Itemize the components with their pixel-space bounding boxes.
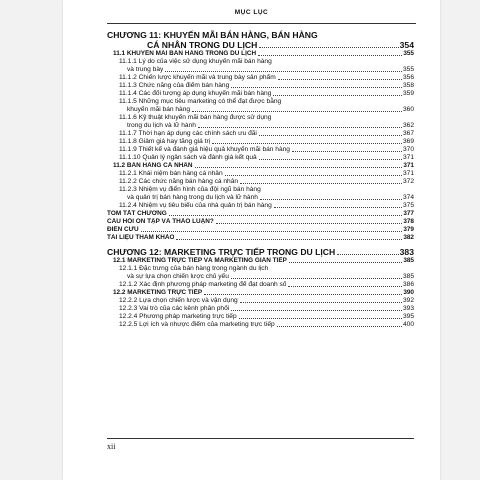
dot-leader (258, 55, 402, 56)
dot-leader (231, 310, 402, 311)
toc-entry[interactable] (107, 82, 414, 90)
toc-entry-line: 12.1.1 Đặc trưng của bán hàng trong ngành du lịch (119, 265, 269, 272)
toc-entry-label: 11.1 KHUYẾN MÃI BÁN HÀNG TRONG DU LỊCH (113, 50, 257, 57)
toc-entry-label: trong du lịch và lữ hành (127, 122, 196, 129)
toc-entry-label: 12.2.2 Lựa chọn chiến lược và vận dụng (119, 297, 238, 304)
toc-entry-label: TÀI LIỆU THAM KHẢO (107, 234, 175, 241)
toc-entry-page: 360 (402, 106, 414, 113)
toc-entry-label: CÂU HỎI ÔN TẬP VÀ THẢO LUẬN? (107, 218, 214, 225)
toc-entry-page: 393 (402, 305, 414, 312)
header-divider (107, 23, 416, 24)
toc-entry-page: 370 (402, 146, 414, 153)
toc-entry-line: 11.2.3 Nhiệm vụ điển hình của đội ngũ bán hàng (119, 186, 261, 193)
toc-entry-page: 390 (403, 289, 414, 296)
toc-entry[interactable] (107, 247, 414, 257)
toc-entry[interactable] (107, 154, 414, 162)
toc-entry-label: ĐIỂN CỨU (107, 226, 139, 233)
toc-entry-label: CÁ NHÂN TRONG DU LỊCH (147, 40, 258, 50)
toc-entry[interactable] (107, 305, 414, 313)
dot-leader (240, 302, 402, 303)
toc-entry-label: 11.1.7 Thời hạn áp dụng các chính sách ưu đãi (119, 130, 257, 137)
toc-entry-page: 356 (402, 74, 414, 81)
dot-leader (195, 167, 403, 168)
dot-leader (239, 318, 402, 319)
table-of-contents (107, 30, 414, 329)
toc-entry[interactable] (107, 281, 414, 289)
toc-entry-label: 12.1.2 Xác định phương pháp marketing để đạt doanh số (119, 281, 287, 288)
toc-entry-page: 362 (402, 122, 414, 129)
toc-entry-label: TÓM TẮT CHƯƠNG (107, 210, 167, 217)
dot-leader (278, 79, 402, 80)
toc-entry-page: 386 (402, 281, 414, 288)
toc-entry-label: 11.1.9 Thiết kế và đánh giá hiệu quả khuyến mãi bán hàng (119, 146, 290, 153)
toc-entry[interactable] (107, 170, 414, 178)
toc-entry[interactable] (107, 122, 414, 130)
toc-entry[interactable] (107, 194, 414, 202)
toc-entry-label: 12.2.4 Phương pháp marketing trực tiếp (119, 313, 237, 320)
dot-leader (169, 215, 403, 216)
toc-entry-page: 383 (399, 247, 414, 257)
toc-entry[interactable] (107, 297, 414, 305)
page-header-title: MỤC LỤC (234, 9, 269, 16)
toc-entry-label: khuyến mãi bán hàng (127, 106, 191, 113)
toc-entry[interactable] (107, 178, 414, 186)
toc-entry[interactable] (107, 234, 414, 242)
toc-entry[interactable] (107, 146, 414, 154)
toc-entry[interactable] (107, 138, 414, 146)
toc-entry[interactable] (107, 289, 414, 297)
toc-entry-label: 12.1 MARKETING TRỰC TIẾP VÀ MARKETING GIÁN TIẾP (113, 257, 287, 264)
dot-leader (274, 207, 402, 208)
dot-leader (259, 47, 398, 48)
toc-entry-page: 358 (402, 82, 414, 89)
dot-leader (240, 183, 402, 184)
toc-entry[interactable] (107, 74, 414, 82)
dot-leader (225, 175, 402, 176)
toc-entry-page: 400 (402, 321, 414, 328)
toc-entry-label: CHƯƠNG 12: MARKETING TRỰC TIẾP TRONG DU LỊCH (107, 247, 336, 257)
toc-entry[interactable] (107, 90, 414, 98)
toc-entry-label: 11.2 BÁN HÀNG CÁ NHÂN (113, 162, 193, 169)
toc-entry-label: 12.2.5 Lợi ích và nhược điểm của marketing trực tiếp (119, 321, 275, 328)
footer-divider (107, 438, 414, 439)
dot-leader (260, 199, 402, 200)
toc-entry-line: 11.1.6 Kỹ thuật khuyến mãi bán hàng được sử dụng (119, 114, 272, 121)
dot-leader (273, 95, 402, 96)
toc-entry-page: 371 (403, 162, 414, 169)
toc-entry-page: 355 (403, 50, 414, 57)
dot-leader (292, 151, 402, 152)
toc-entry-label: 12.2.3 Vai trò của các kênh phân phối (119, 305, 230, 312)
dot-leader (259, 135, 402, 136)
dot-leader (231, 278, 402, 279)
toc-entry-page: 377 (403, 210, 414, 217)
page-number: xii (107, 442, 116, 451)
toc-entry-page: 385 (402, 273, 414, 280)
dot-leader (198, 127, 402, 128)
toc-entry-label: 11.1.8 Giảm giá hay tăng giá trị (119, 138, 211, 145)
toc-entry-page: 359 (402, 90, 414, 97)
toc-entry-label: và trung bày (127, 66, 164, 73)
dot-leader (212, 143, 402, 144)
toc-entry-page: 371 (402, 170, 414, 177)
toc-entry-page: 375 (402, 202, 414, 209)
toc-entry-label: 12.2 MARKETING TRỰC TIẾP (113, 289, 203, 296)
toc-entry[interactable] (107, 66, 414, 74)
toc-entry-label: 11.2.2 Các chức năng bán hàng cá nhân (119, 178, 239, 185)
dot-leader (216, 223, 403, 224)
toc-entry[interactable] (107, 106, 414, 114)
dot-leader (288, 286, 402, 287)
toc-entry-page: 379 (403, 226, 414, 233)
book-page (63, 0, 440, 480)
toc-entry[interactable] (107, 130, 414, 138)
toc-entry[interactable] (107, 273, 414, 281)
toc-entry-page: 371 (402, 154, 414, 161)
toc-entry-page: 374 (402, 194, 414, 201)
toc-entry-page: 392 (402, 297, 414, 304)
dot-leader (231, 87, 402, 88)
toc-entry-page: 369 (402, 138, 414, 145)
dot-leader (192, 111, 402, 112)
toc-entry[interactable] (107, 218, 414, 226)
toc-entry-line: CHƯƠNG 11: KHUYẾN MÃI BÁN HÀNG, BÁN HÀNG (107, 30, 318, 40)
dot-leader (204, 294, 402, 295)
toc-entry-label: 11.2.1 Khái niệm bán hàng cá nhân (119, 170, 223, 177)
dot-leader (337, 254, 398, 255)
toc-entry-page: 355 (402, 66, 414, 73)
toc-entry-page: 385 (403, 257, 414, 264)
toc-entry-page: 378 (403, 218, 414, 225)
dot-leader (259, 159, 402, 160)
toc-entry-line: 11.1.1 Lý do của việc sử dụng khuyến mãi bán hàng (119, 58, 272, 65)
toc-entry[interactable] (107, 162, 414, 170)
toc-entry-label: 11.1.2 Chiến lược khuyến mãi và trung bày sản phẩm (119, 74, 276, 81)
toc-entry-label: và sự lựa chọn chiến lược chủ yếu (127, 273, 229, 280)
toc-entry[interactable] (107, 321, 414, 329)
toc-entry[interactable] (107, 313, 414, 321)
toc-entry-page: 395 (402, 313, 414, 320)
toc-entry[interactable] (107, 226, 414, 234)
dot-leader (277, 326, 402, 327)
toc-entry[interactable] (107, 257, 414, 265)
toc-entry[interactable] (107, 202, 414, 210)
toc-entry[interactable] (107, 40, 414, 50)
toc-entry-label: 11.1.3 Chức năng của điểm bán hàng (119, 82, 230, 89)
toc-entry-label: 11.1.10 Quản lý ngân sách và đánh giá kết quả (119, 154, 257, 161)
toc-entry-label: 11.2.4 Nhiệm vụ tiêu biểu của nhà quản trị bán hàng (119, 202, 272, 209)
dot-leader (165, 71, 402, 72)
dot-leader (176, 239, 402, 240)
toc-entry[interactable] (107, 50, 414, 58)
dot-leader (289, 262, 402, 263)
toc-entry[interactable] (107, 210, 414, 218)
toc-entry-line: 11.1.5 Những mục tiêu marketing có thể đạt được bằng (119, 98, 282, 105)
toc-entry-page: 382 (403, 234, 414, 241)
dot-leader (141, 231, 403, 232)
toc-entry-page: 372 (402, 178, 414, 185)
toc-entry-label: 11.1.4 Các đối tượng áp dụng khuyến mãi bán hàng (119, 90, 272, 97)
toc-entry-label: và quản trị bán hàng trong du lịch và lữ hành (127, 194, 258, 201)
toc-entry-page: 354 (399, 40, 414, 50)
toc-entry-page: 367 (402, 130, 414, 137)
